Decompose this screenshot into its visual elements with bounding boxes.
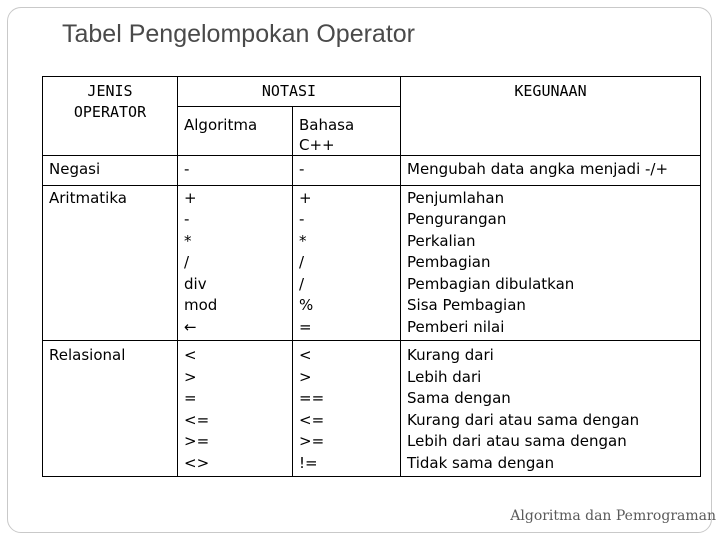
- cell-kegunaan: Mengubah data angka menjadi -/+: [401, 156, 701, 186]
- left-arrow-icon: ←: [184, 317, 197, 336]
- slide-footer: Algoritma dan Pemrograman: [510, 508, 716, 524]
- table-row: [43, 185, 701, 341]
- header-kegunaan-blank: [401, 107, 701, 156]
- header-algoritma: Algoritma: [178, 107, 293, 156]
- cell-kegunaan: Kurang dari Lebih dari Sama dengan Kurang dari atau sama dengan Lebih dari atau sama dengan Tidak sama dengan: [401, 341, 701, 477]
- cell-algoritma: + - * / div mod ←: [178, 185, 293, 341]
- header-kegunaan: KEGUNAAN: [401, 77, 701, 107]
- cell-jenis: Negasi: [43, 156, 178, 186]
- cell-cpp: -: [293, 156, 401, 186]
- cell-jenis: Relasional: [43, 341, 178, 477]
- header-jenis-operator: JENIS OPERATOR: [43, 77, 178, 156]
- slide-title: Tabel Pengelompokan Operator: [62, 20, 416, 48]
- header-bahasa-cpp: Bahasa C++: [293, 107, 401, 156]
- table-row: [43, 156, 701, 186]
- cell-algoritma: -: [178, 156, 293, 186]
- cell-cpp: < > == <= >= !=: [293, 341, 401, 477]
- cell-kegunaan: Penjumlahan Pengurangan Perkalian Pembagian Pembagian dibulatkan Sisa Pembagian Pemberi nilai: [401, 185, 701, 341]
- header-notasi: NOTASI: [178, 77, 401, 107]
- cell-jenis: Aritmatika: [43, 185, 178, 341]
- cell-algoritma: < > = <= >= <>: [178, 341, 293, 477]
- cell-cpp: + - * / / % =: [293, 185, 401, 341]
- operator-table: [42, 76, 701, 477]
- table-row: [43, 341, 701, 477]
